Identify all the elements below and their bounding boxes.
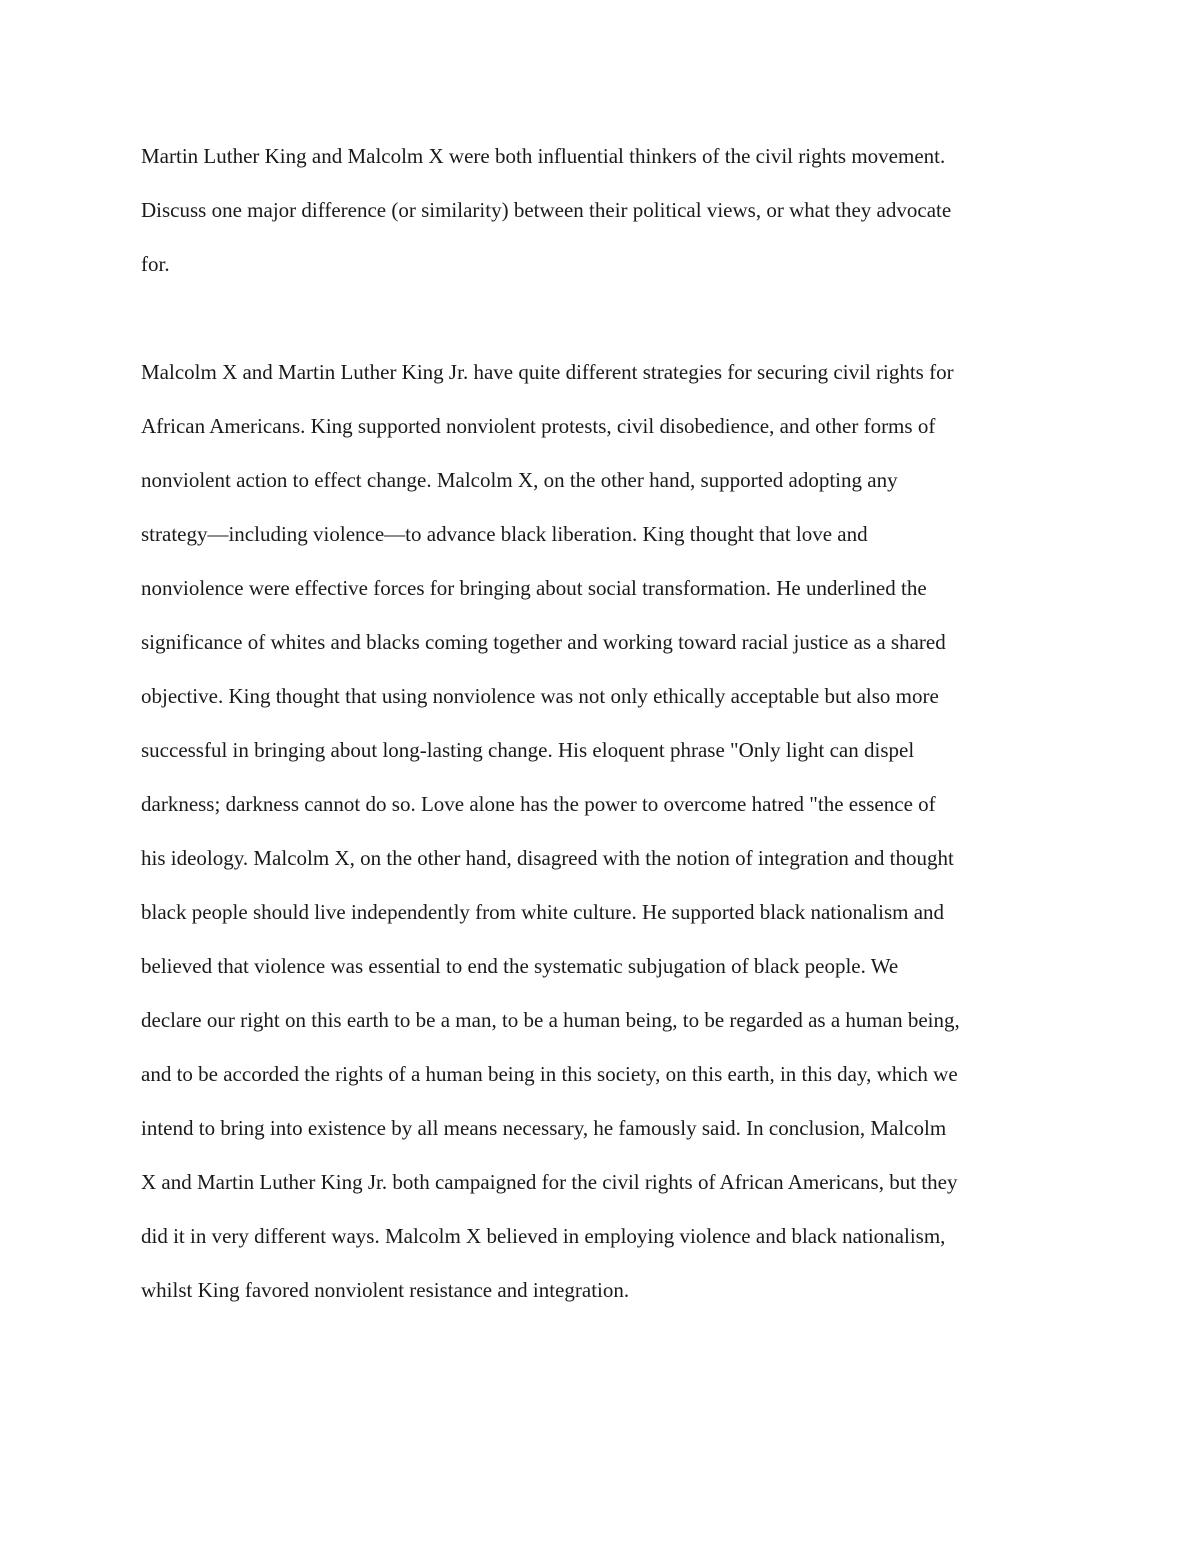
prompt-line: Martin Luther King and Malcolm X were both influential thinkers of the civil rights movement. (141, 144, 946, 168)
answer-line: African Americans. King supported nonviolent protests, civil disobedience, and other forms of (141, 414, 936, 438)
prompt-line: Discuss one major difference (or similarity) between their political views, or what they advocate (141, 198, 952, 222)
answer-line: did it in very different ways. Malcolm X believed in employing violence and black nationalism, (141, 1224, 946, 1248)
answer-line: black people should live independently from white culture. He supported black nationalism and (141, 900, 945, 924)
answer-line: nonviolence were effective forces for bringing about social transformation. He underlined the (141, 576, 927, 600)
answer-line: nonviolent action to effect change. Malcolm X, on the other hand, supported adopting any (141, 468, 898, 492)
answer-line: successful in bringing about long-lasting change. His eloquent phrase "Only light can dispel (141, 738, 915, 762)
answer-line: significance of whites and blacks coming together and working toward racial justice as a shared (141, 630, 946, 654)
answer-line: intend to bring into existence by all means necessary, he famously said. In conclusion, Malcolm (141, 1116, 947, 1140)
answer-line: whilst King favored nonviolent resistance and integration. (141, 1278, 630, 1302)
answer-line: believed that violence was essential to end the systematic subjugation of black people. We (141, 954, 899, 978)
answer-line: darkness; darkness cannot do so. Love alone has the power to overcome hatred "the essence of (141, 792, 936, 816)
prompt-paragraph (141, 129, 1066, 291)
answer-line: objective. King thought that using nonviolence was not only ethically acceptable but also more (141, 684, 939, 708)
prompt-line: for. (141, 252, 170, 276)
answer-paragraph (141, 345, 1066, 1317)
answer-line: declare our right on this earth to be a man, to be a human being, to be regarded as a human being, (141, 1008, 960, 1032)
answer-line: Malcolm X and Martin Luther King Jr. have quite different strategies for securing civil rights for (141, 360, 954, 384)
answer-line: strategy—including violence—to advance black liberation. King thought that love and (141, 522, 868, 546)
answer-line: and to be accorded the rights of a human being in this society, on this earth, in this day, which we (141, 1062, 958, 1086)
answer-line: his ideology. Malcolm X, on the other hand, disagreed with the notion of integration and thought (141, 846, 954, 870)
answer-line: X and Martin Luther King Jr. both campaigned for the civil rights of African Americans, but they (141, 1170, 958, 1194)
